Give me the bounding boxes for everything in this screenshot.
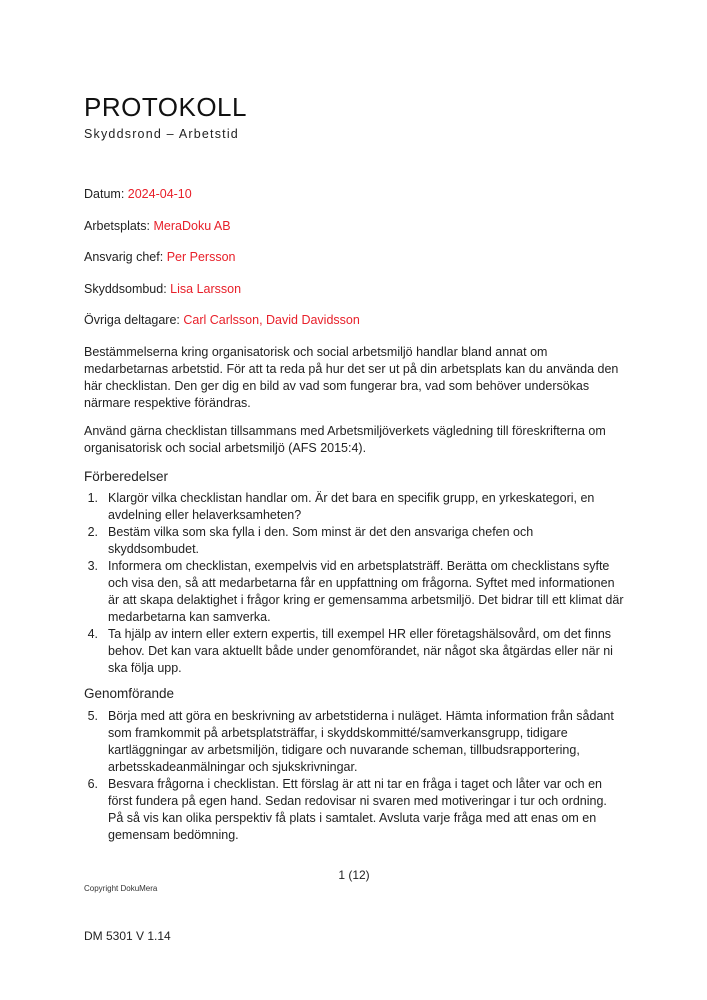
list-forberedelser: [84, 490, 624, 677]
field-label: Arbetsplats:: [84, 219, 154, 233]
intro-paragraph: Använd gärna checklistan tillsammans med Arbetsmiljöverkets vägledning till föreskrifterna om organisatorisk och social arbetsmiljö (AFS 2015:4).: [84, 424, 606, 455]
field-datum: [84, 187, 192, 201]
list-item: [84, 626, 624, 677]
field-value: Carl Carlsson, David Davidsson: [183, 313, 360, 327]
list-text: Bestäm vilka som ska fylla i den. Som minst är det den ansvariga chefen och skyddsombudet.: [108, 525, 534, 556]
document-subtitle: Skyddsrond – Arbetstid: [84, 127, 239, 141]
list-number: 6.: [87, 777, 98, 791]
field-label: Skyddsombud:: [84, 282, 171, 296]
list-item: [84, 776, 624, 844]
field-value: 2024-04-10: [127, 187, 192, 201]
list-text: Ta hjälp av intern eller extern expertis, till exempel HR eller företagshälsovård, om det finns behov. Det kan vara aktuellt både under genomförandet, när något ska åtgärdas eller när ni ska följa upp.: [108, 627, 613, 675]
list-genomforande: [84, 708, 624, 844]
list-number: 3.: [87, 559, 98, 573]
list-item: [84, 708, 624, 776]
document-id: DM 5301 V 1.14: [84, 929, 171, 943]
list-text: Informera om checklistan, exempelvis vid en arbetsplatsträff. Berätta om checklistans syfte och visa den, så att medarbetarna får en uppfattning om frågorna. Syftet med informationen är att skapa delaktighet i frågor kring er gemensamma arbetsmiljö. Det bidrar till ett klimat där medarbetarna kan samverka.: [108, 559, 624, 624]
list-item: [84, 524, 624, 558]
page-number: 1 (12): [338, 868, 370, 882]
field-value: Per Persson: [166, 250, 236, 264]
list-number: 2.: [87, 525, 98, 539]
list-text: Börja med att göra en beskrivning av arbetstiderna i nuläget. Hämta information från sådant som framkommit på arbetsplatsträffar, i skyddskommitté/samverkansgrupp, tidigare kartläggningar av arbetsmiljön, tidigare och nuvarande scheman, tillbudsrapportering, arbetsskadeanmälningar och sjukskrivningar.: [108, 709, 614, 774]
section-heading-genomforande: Genomförande: [84, 686, 175, 701]
field-value: Lisa Larsson: [170, 282, 242, 296]
list-text: Klargör vilka checklistan handlar om. Är det bara en specifik grupp, en yrkeskategori, en avdelning eller helaverksamheten?: [108, 491, 595, 522]
list-number: 1.: [87, 491, 98, 505]
field-ansvarig-chef: [84, 250, 235, 264]
field-arbetsplats: [84, 219, 231, 233]
section-heading-forberedelser: Förberedelser: [84, 469, 169, 484]
intro-paragraph: Bestämmelserna kring organisatorisk och social arbetsmiljö handlar bland annat om medarbetarnas arbetstid. För att ta reda på hur det ser ut på din arbetsplats kan du använda den här checklistan. Den ger dig en bild av vad som fungerar bra, vad som behöver undersökas närmare respektive förändras.: [84, 345, 619, 410]
list-text: Besvara frågorna i checklistan. Ett förslag är att ni tar en fråga i taget och låter var och en först fundera på egen hand. Sedan redovisar ni svaren med motiveringar i tur och ordning. På så vis kan olika perspektiv få plats i samtalet. Avsluta varje fråga med att enas om en gemensam bedömning.: [108, 777, 607, 842]
document-title: PROTOKOLL: [84, 92, 247, 122]
copyright-text: Copyright DokuMera: [84, 884, 158, 893]
field-value: MeraDoku AB: [153, 219, 231, 233]
list-number: 4.: [87, 627, 98, 641]
field-skyddsombud: [84, 282, 241, 296]
list-item: [84, 490, 624, 524]
field-label: Datum:: [84, 187, 128, 201]
field-label: Övriga deltagare:: [84, 313, 184, 327]
list-number: 5.: [87, 709, 98, 723]
list-item: [84, 558, 624, 626]
field-ovriga-deltagare: [84, 313, 360, 327]
field-label: Ansvarig chef:: [84, 250, 167, 264]
